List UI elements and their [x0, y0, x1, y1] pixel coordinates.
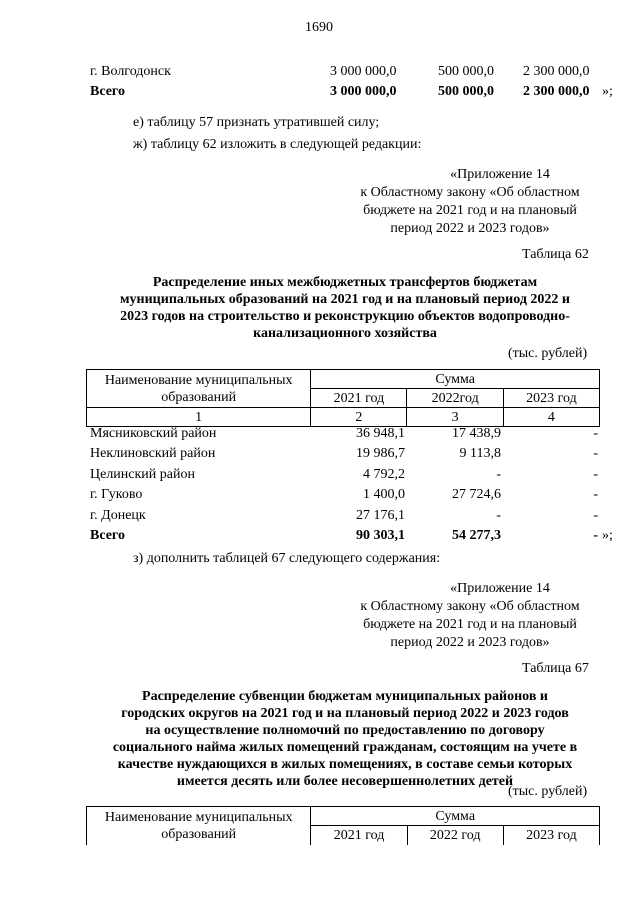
header-col-number: 4 — [503, 408, 599, 427]
header-name-cell — [87, 370, 311, 408]
row-value-2022: 27 724,6 — [452, 487, 501, 503]
header-col-number: 1 — [87, 408, 311, 427]
table-row-total — [90, 84, 620, 104]
closing-quote: »; — [602, 528, 613, 543]
row-value-2023: 2 300 000,0 — [523, 64, 590, 79]
table-header — [86, 806, 600, 845]
row-value-2023: - — [593, 446, 598, 462]
row-value-2021: 3 000 000,0 — [330, 64, 397, 79]
row-name: Мясниковский район — [90, 426, 217, 441]
paragraph-z: з) дополнить таблицей 67 следующего содержания: — [133, 551, 441, 566]
page-number: 1690 — [305, 20, 333, 35]
table-label: Таблица 62 — [522, 247, 589, 262]
appendix-line: период 2022 и 2023 годов» — [390, 635, 550, 650]
units-note: (тыс. рублей) — [508, 784, 588, 799]
paragraph-e: е) таблицу 57 признать утратившей силу; — [133, 115, 380, 130]
units-note: (тыс. рублей) — [508, 346, 588, 361]
header-year-2023: 2023 год — [503, 389, 599, 408]
table-row — [90, 64, 610, 84]
appendix-line: бюджете на 2021 год и на плановый — [363, 203, 577, 218]
table-row — [90, 487, 620, 507]
row-value-2022: - — [496, 466, 501, 482]
header-name-line: Наименование муниципальных — [104, 809, 293, 825]
appendix-line: «Приложение 14 — [450, 167, 550, 182]
row-value-2022: 500 000,0 — [438, 84, 494, 99]
row-value-2021: 90 303,1 — [356, 528, 405, 543]
row-name: Всего — [90, 528, 125, 543]
header-year-2021: 2021 год — [311, 826, 407, 845]
table-header — [86, 369, 600, 427]
row-name: Целинский район — [90, 466, 195, 482]
header-name-line: Наименование муниципальных — [104, 372, 293, 388]
table-row — [90, 446, 620, 466]
appendix-reference — [330, 166, 610, 238]
header-sum-cell: Сумма — [311, 370, 600, 389]
header-col-number: 3 — [407, 408, 503, 427]
paragraph-zh: ж) таблицу 62 изложить в следующей редакции: — [133, 137, 422, 152]
table-row-total — [90, 528, 620, 548]
table-label: Таблица 67 — [522, 661, 589, 676]
row-name: Всего — [90, 84, 125, 99]
header-name-cell — [87, 807, 311, 845]
row-value-2022: 500 000,0 — [438, 64, 494, 79]
title-line: канализационного хозяйства — [253, 326, 437, 341]
row-name: г. Донецк — [90, 507, 146, 523]
row-value-2021: 1 400,0 — [363, 487, 405, 503]
title-line: социального найма жилых помещений гражданам, состоящим на учете в — [112, 740, 578, 755]
appendix-line: период 2022 и 2023 годов» — [390, 221, 550, 236]
appendix-line: к Областному закону «Об областном — [360, 185, 580, 200]
header-col-number: 2 — [311, 408, 407, 427]
row-value-2021: 19 986,7 — [356, 446, 405, 462]
header-year-2021: 2021 год — [311, 389, 407, 408]
header-name-line: образований — [161, 826, 237, 842]
table-row — [90, 508, 620, 528]
row-value-2022: - — [496, 507, 501, 523]
table-title — [90, 274, 600, 342]
row-value-2022: 17 438,9 — [452, 426, 501, 441]
header-name-line: образований — [161, 389, 237, 405]
row-value-2021: 4 792,2 — [363, 466, 405, 482]
table-title — [90, 688, 600, 790]
table-row — [90, 467, 620, 487]
row-value-2023: - — [593, 466, 598, 482]
row-name: г. Волгодонск — [90, 64, 171, 79]
row-value-2023: - — [593, 487, 598, 503]
row-value-2021: 3 000 000,0 — [330, 84, 397, 99]
title-line: 2023 годов на строительство и реконструкцию объектов водопроводно- — [120, 309, 570, 324]
row-value-2022: 54 277,3 — [452, 528, 501, 543]
row-value-2023: 2 300 000,0 — [523, 84, 590, 99]
closing-quote: »; — [602, 84, 613, 99]
header-year-2022: 2022год — [407, 389, 503, 408]
row-value-2023: - — [593, 426, 598, 441]
title-line: городских округов на 2021 год и на плановый период 2022 и 2023 годов — [121, 706, 569, 721]
title-line: Распределение иных межбюджетных трансфертов бюджетам — [152, 275, 538, 290]
row-name: Неклиновский район — [90, 446, 216, 462]
header-year-2022: 2022 год — [407, 826, 503, 845]
appendix-line: к Областному закону «Об областном — [360, 599, 580, 614]
row-value-2023: - — [593, 507, 598, 523]
row-value-2021: 36 948,1 — [356, 426, 405, 441]
title-line: Распределение субвенции бюджетам муниципальных районов и — [142, 689, 548, 704]
row-value-2023: - — [593, 528, 598, 543]
title-line: имеется десять или более несовершеннолетних детей — [176, 774, 514, 789]
header-sum-cell: Сумма — [311, 807, 600, 826]
table-row — [90, 426, 620, 446]
title-line: на осуществление полномочий по предоставлению по договору — [145, 723, 545, 738]
row-value-2022: 9 113,8 — [459, 446, 501, 462]
appendix-line: «Приложение 14 — [450, 581, 550, 596]
title-line: качестве нуждающихся в жилых помещениях, в составе семьи которых — [117, 757, 573, 772]
appendix-reference — [330, 580, 610, 652]
row-value-2021: 27 176,1 — [356, 507, 405, 523]
row-name: г. Гуково — [90, 487, 143, 503]
title-line: муниципальных образований на 2021 год и на плановый период 2022 и — [120, 292, 570, 307]
header-year-2023: 2023 год — [503, 826, 599, 845]
appendix-line: бюджете на 2021 год и на плановый — [363, 617, 577, 632]
